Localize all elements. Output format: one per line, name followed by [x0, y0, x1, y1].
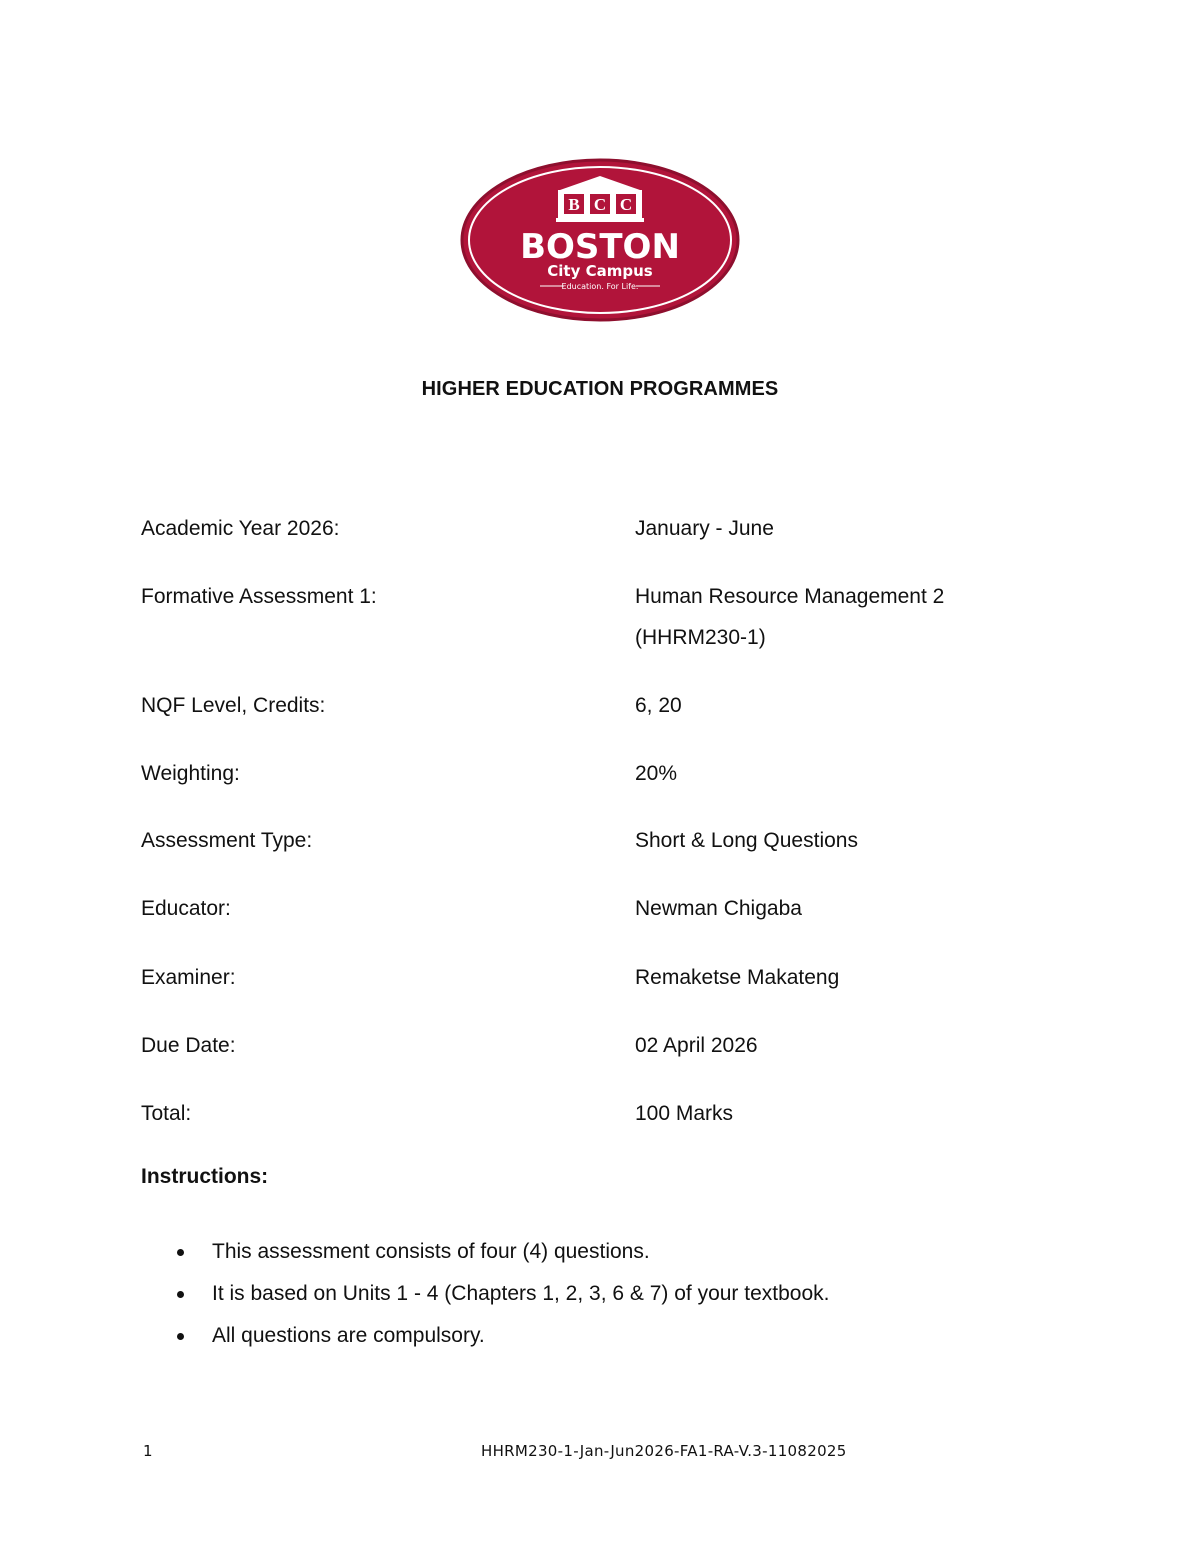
info-label: Formative Assessment 1: [141, 585, 377, 608]
bullet-icon [177, 1333, 184, 1340]
info-value-line1: Human Resource Management 2 [635, 585, 945, 608]
info-value: Newman Chigaba [635, 897, 802, 920]
logo-monogram-b: B [568, 195, 580, 214]
info-label: Due Date: [141, 1034, 236, 1057]
instructions-list [141, 1233, 829, 1359]
page-heading: HIGHER EDUCATION PROGRAMMES [421, 378, 779, 400]
info-value: 02 April 2026 [635, 1034, 758, 1057]
info-value: 100 Marks [635, 1102, 734, 1125]
logo-monogram-c1: C [593, 195, 607, 214]
info-value-line2: (HHRM230-1) [635, 626, 766, 649]
info-label: Academic Year 2026: [141, 517, 340, 540]
page-number: 1 [143, 1442, 153, 1460]
boston-city-campus-logo [460, 158, 740, 322]
bullet-icon [177, 1249, 184, 1256]
info-value [635, 576, 1055, 658]
list-item-text: All questions are compulsory. [212, 1324, 485, 1347]
logo-monogram-c2: C [619, 195, 633, 214]
list-item [141, 1317, 829, 1359]
list-item-text: This assessment consists of four (4) questions. [212, 1240, 650, 1263]
info-value: Short & Long Questions [635, 829, 858, 852]
instructions-title: Instructions: [141, 1165, 269, 1188]
info-value: Remaketse Makateng [635, 966, 840, 989]
list-item [141, 1275, 829, 1317]
info-label: Total: [141, 1102, 192, 1125]
info-label: Weighting: [141, 762, 240, 785]
document-code: HHRM230-1-Jan-Jun2026-FA1-RA-V.3-11082025 [481, 1442, 847, 1460]
info-value: 20% [635, 762, 678, 785]
info-label: Assessment Type: [141, 829, 313, 852]
logo-subtitle: City Campus [547, 262, 653, 280]
list-item-text: It is based on Units 1 - 4 (Chapters 1, 2, 3, 6 & 7) of your textbook. [212, 1282, 830, 1305]
info-label: Examiner: [141, 966, 236, 989]
info-value: January - June [635, 517, 774, 540]
info-label: Educator: [141, 897, 231, 920]
info-label: NQF Level, Credits: [141, 694, 326, 717]
info-value: 6, 20 [635, 694, 682, 717]
list-item [141, 1233, 829, 1275]
logo-name: BOSTON [520, 227, 680, 267]
logo-tagline: Education. For Life. [561, 282, 639, 291]
bullet-icon [177, 1291, 184, 1298]
